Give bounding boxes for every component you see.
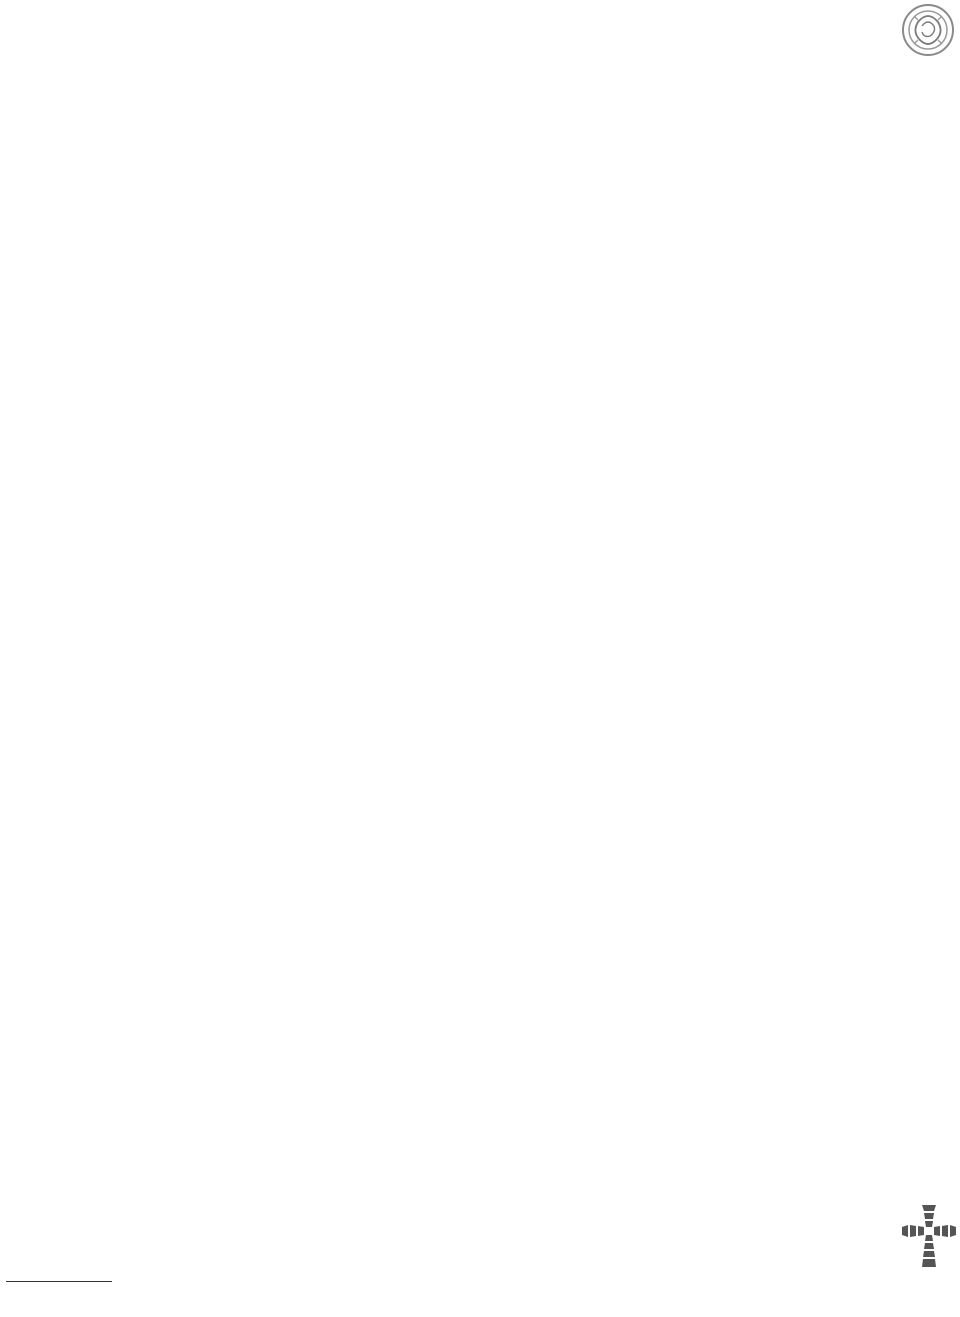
side-logo-bottom: [902, 1205, 956, 1269]
caritas-cross-icon: [902, 1205, 956, 1269]
article-text: [6, 4, 894, 42]
side-logo-top: [900, 2, 956, 58]
ornament-seal-icon: [900, 2, 956, 58]
footer-rule: [6, 1281, 112, 1282]
